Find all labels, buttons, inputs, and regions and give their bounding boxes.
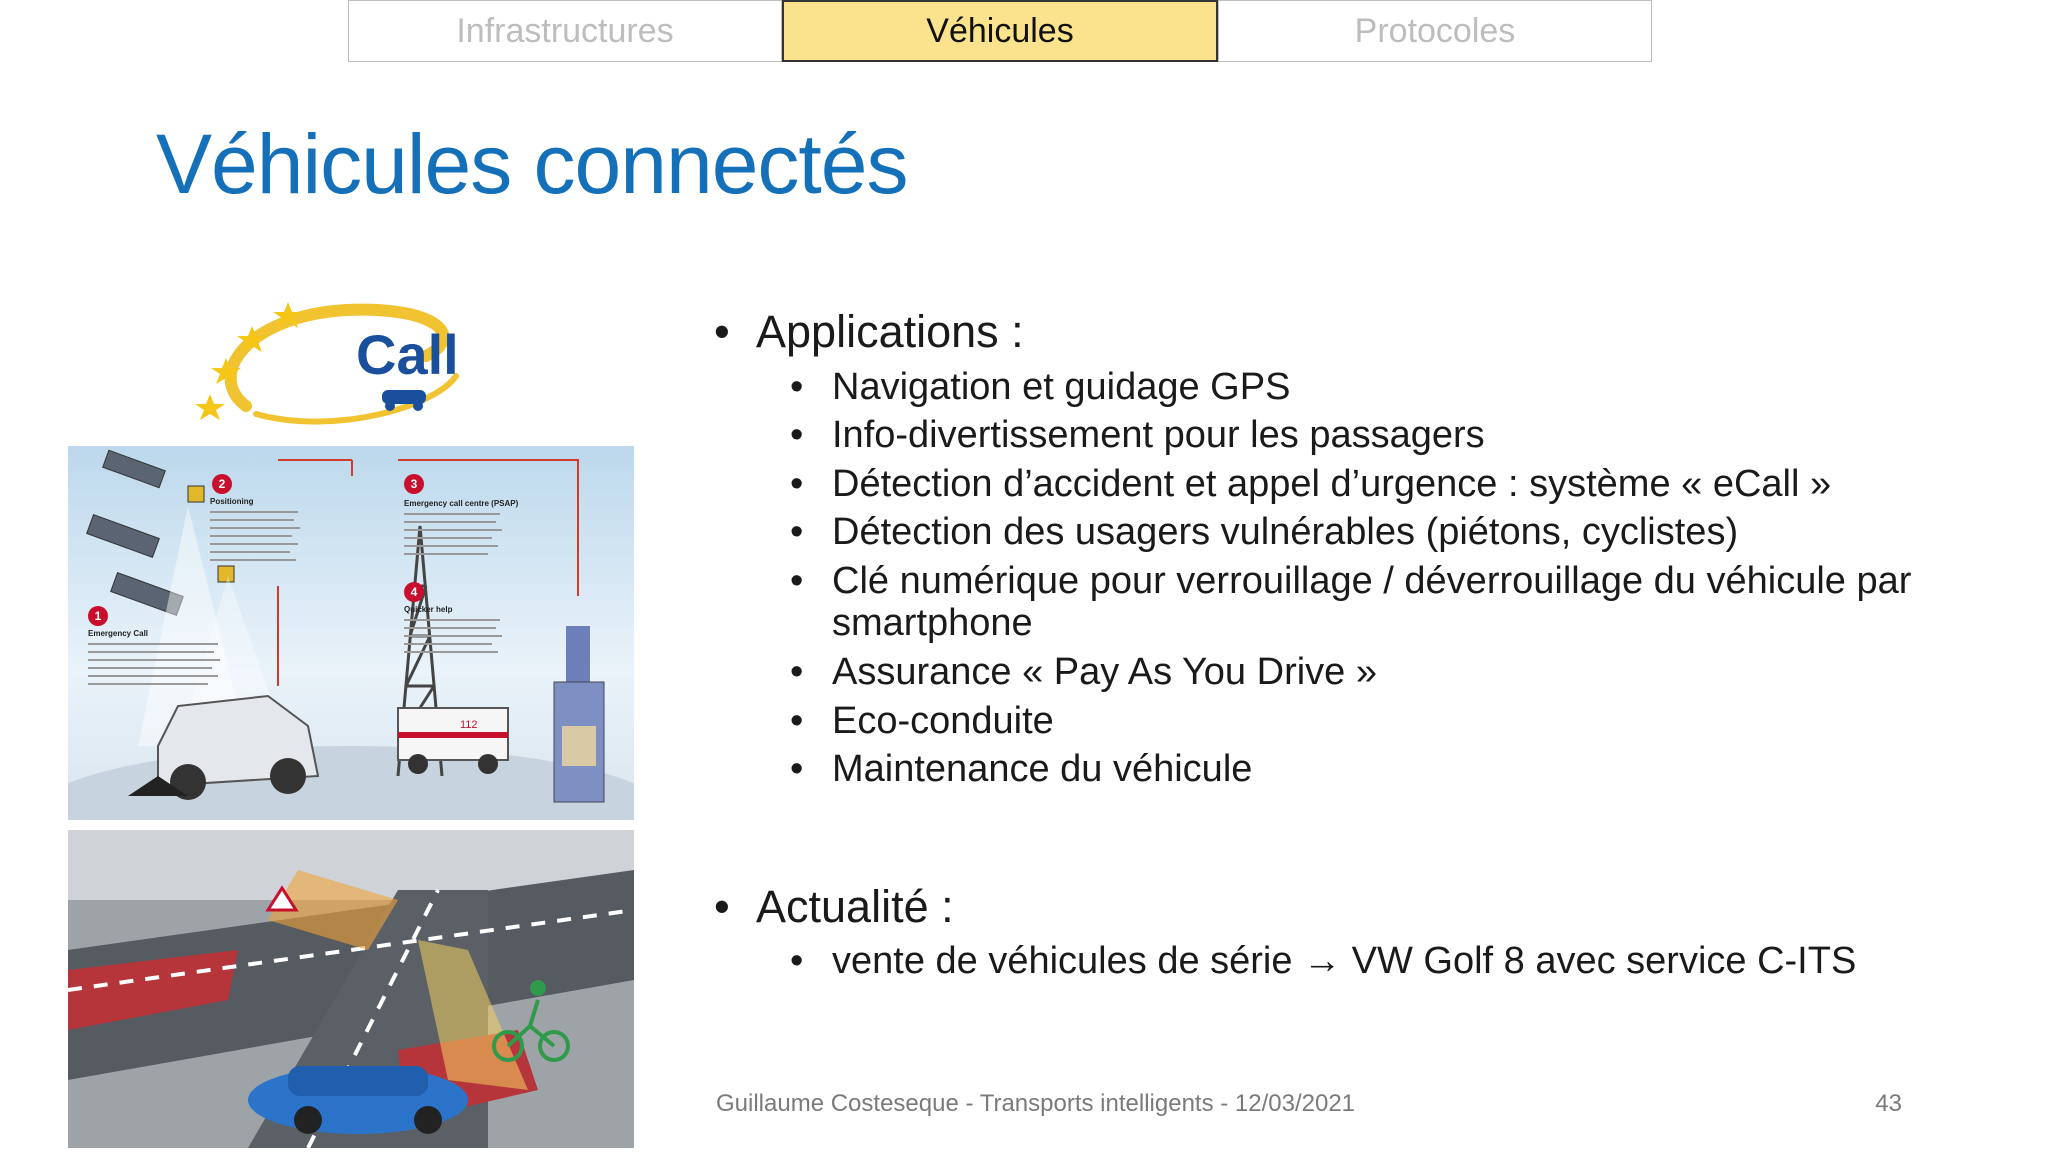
step4-number: 4 bbox=[410, 585, 418, 599]
section-heading-applications: • Applications : bbox=[714, 306, 1954, 358]
list-item: • Clé numérique pour verrouillage / déverrouillage du véhicule par smartphone bbox=[714, 560, 1954, 645]
intersection-image bbox=[68, 830, 634, 1148]
step1-number: 1 bbox=[94, 609, 102, 623]
ecall-infographic bbox=[68, 446, 634, 820]
content-bullets bbox=[714, 306, 1954, 989]
list-item: • Eco-conduite bbox=[714, 700, 1954, 743]
list-item: • Navigation et guidage GPS bbox=[714, 366, 1954, 409]
list-item: • Détection des usagers vulnérables (piétons, cyclistes) bbox=[714, 511, 1954, 554]
section-heading-actualite: • Actualité : bbox=[714, 881, 1954, 933]
list-item: • Maintenance du véhicule bbox=[714, 748, 1954, 791]
step3-number: 3 bbox=[410, 477, 418, 491]
page-number: 43 bbox=[1875, 1090, 1902, 1117]
footer-text: Guillaume Costeseque - Transports intelligents - 12/03/2021 bbox=[716, 1090, 1356, 1117]
section-tabs bbox=[348, 0, 1652, 62]
tab-vehicules[interactable]: Véhicules bbox=[782, 0, 1218, 62]
tab-infrastructures[interactable]: Infrastructures bbox=[348, 0, 782, 62]
step3-title: Emergency call centre (PSAP) bbox=[404, 499, 519, 508]
step1-title: Emergency Call bbox=[88, 629, 149, 638]
step4-title: Quicker help bbox=[404, 605, 453, 614]
logo-text: Call bbox=[356, 323, 459, 386]
tab-protocoles[interactable]: Protocoles bbox=[1218, 0, 1652, 62]
list-item: • Détection d’accident et appel d’urgence : système « eCall » bbox=[714, 463, 1954, 506]
step2-number: 2 bbox=[218, 477, 226, 491]
ecall-logo bbox=[186, 296, 486, 436]
step2-title: Positioning bbox=[210, 497, 254, 506]
list-item: • Assurance « Pay As You Drive » bbox=[714, 651, 1954, 694]
ambulance-number: 112 bbox=[460, 719, 478, 731]
page-title: Véhicules connectés bbox=[156, 117, 908, 211]
list-item: • vente de véhicules de série → VW Golf 8 avec service C-ITS bbox=[714, 940, 1954, 983]
list-item: • Info-divertissement pour les passagers bbox=[714, 414, 1954, 457]
